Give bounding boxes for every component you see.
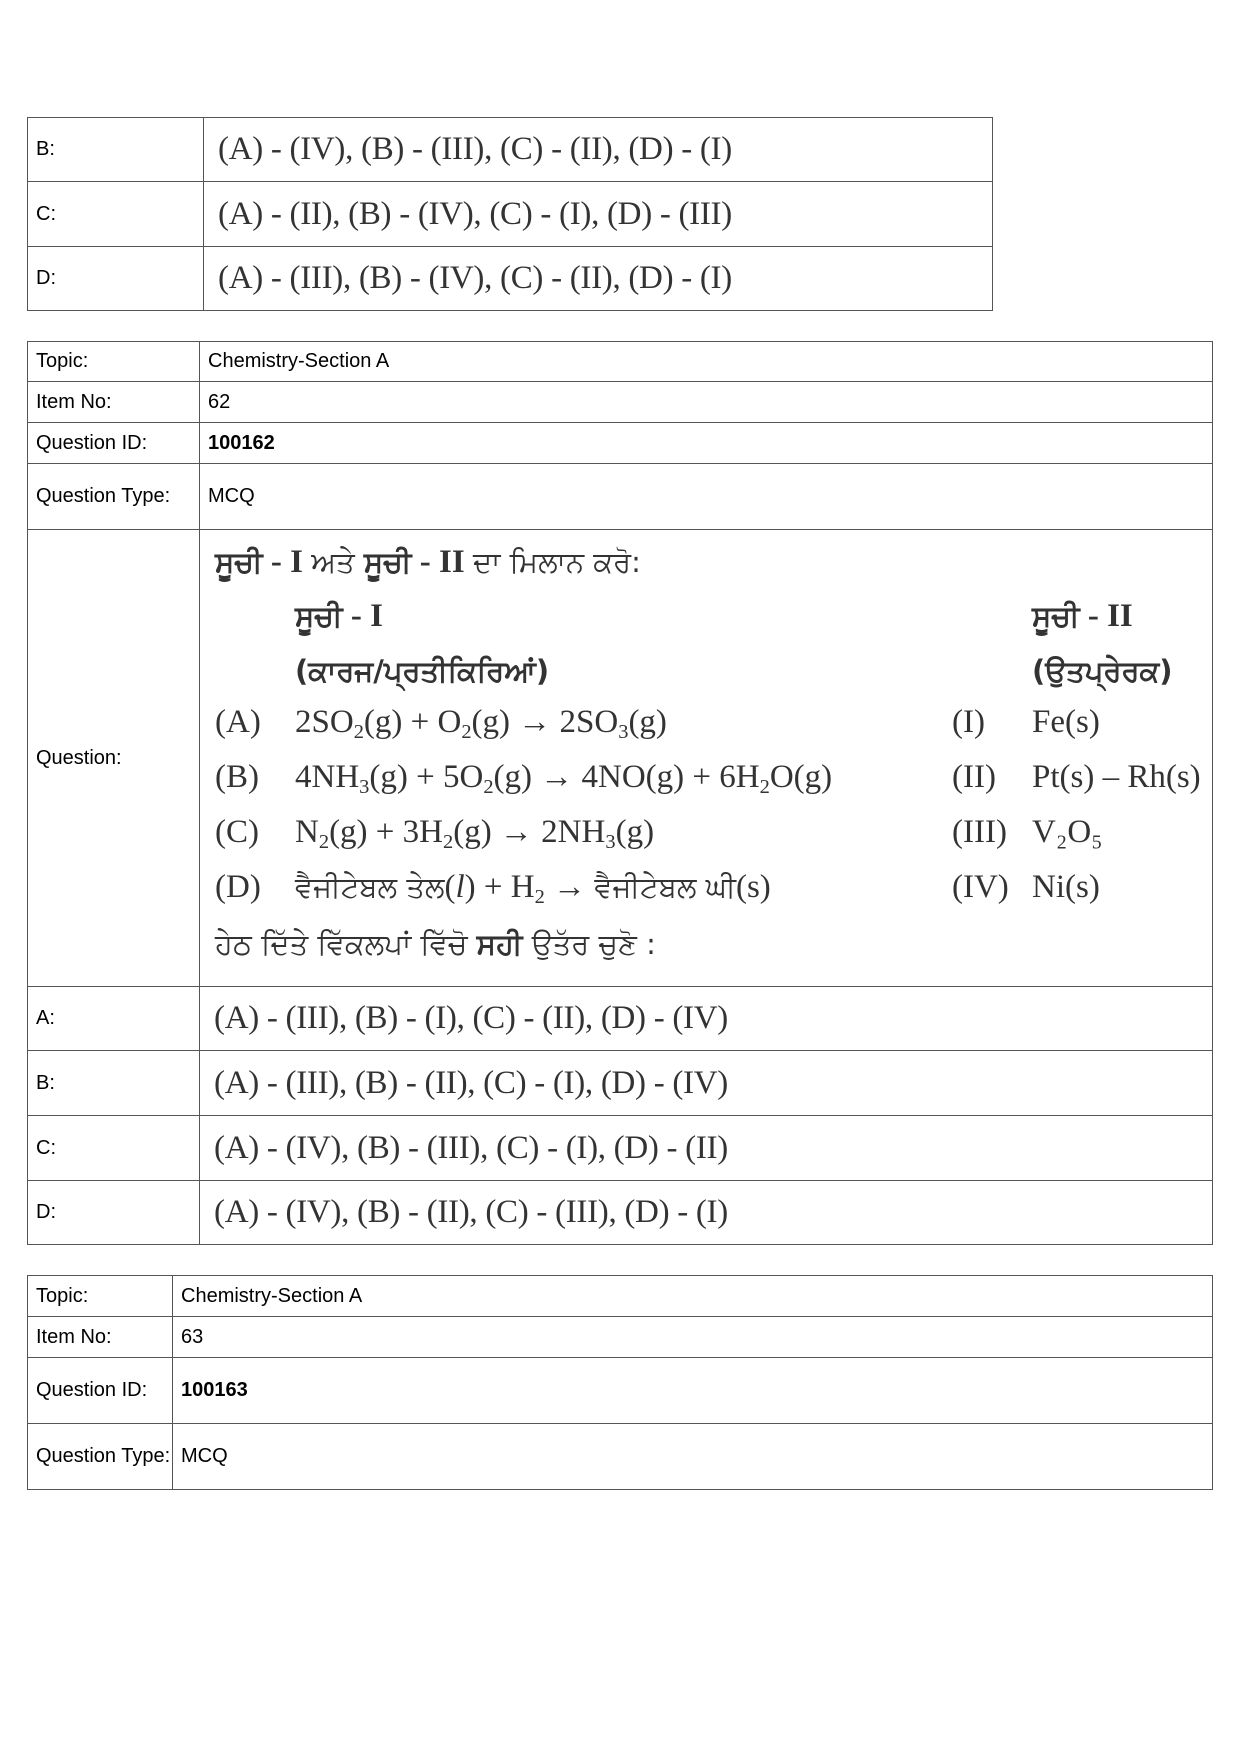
- question-intro: ਸੂਚੀ - I ਅਤੇ ਸੂਚੀ - II ਦਾ ਮਿਲਾਨ ਕਰੋ:: [215, 544, 641, 580]
- option-text: (A) - (IV), (B) - (III), (C) - (I), (D) - (II): [200, 1116, 1213, 1181]
- option-label: B:: [28, 1051, 200, 1116]
- option-label: D:: [28, 247, 204, 311]
- list-1-heading: ਸੂਚੀ - I: [295, 598, 383, 634]
- topic-label: Topic:: [28, 342, 200, 382]
- question-id-value: 100163: [173, 1358, 1213, 1424]
- option-label: C:: [28, 182, 204, 247]
- row-numeral: (IV): [952, 869, 1009, 905]
- question-type-label: Question Type:: [28, 464, 200, 530]
- option-text: (A) - (IV), (B) - (III), (C) - (II), (D) - (I): [204, 118, 993, 182]
- catalyst: V₂O₅: [1032, 814, 1103, 850]
- option-text: (A) - (III), (B) - (II), (C) - (I), (D) - (IV): [200, 1051, 1213, 1116]
- topic-value: Chemistry-Section A: [173, 1276, 1213, 1317]
- topic-label: Topic:: [28, 1276, 173, 1317]
- catalyst: Fe(s): [1032, 704, 1100, 740]
- row-numeral: (II): [952, 759, 996, 795]
- row-letter: (D): [215, 869, 261, 905]
- item-no-label: Item No:: [28, 382, 200, 423]
- question-type-value: MCQ: [200, 464, 1213, 530]
- list-1-subheading: (ਕਾਰਜ/ਪ੍ਰਤੀਕਿਰਿਆਂ): [295, 654, 550, 688]
- row-letter: (C): [215, 814, 259, 850]
- catalyst: Ni(s): [1032, 869, 1100, 905]
- topic-value: Chemistry-Section A: [200, 342, 1213, 382]
- row-numeral: (I): [952, 704, 985, 740]
- item-no-label: Item No:: [28, 1317, 173, 1358]
- reaction-a: $2SO_2(g) + O_2(g) \to 2SO_3(g)$: [295, 704, 667, 743]
- option-label: C:: [28, 1116, 200, 1181]
- option-text: (A) - (IV), (B) - (II), (C) - (III), (D) - (I): [200, 1181, 1213, 1245]
- option-text: (A) - (III), (B) - (IV), (C) - (II), (D) - (I): [204, 247, 993, 311]
- question-type-value: MCQ: [173, 1424, 1213, 1490]
- item-no-value: 62: [200, 382, 1213, 423]
- question-body: [200, 530, 1213, 987]
- reaction-c: $N_2(g) + 3H_2(g) \to 2NH_3(g)$: [295, 814, 655, 853]
- question-label: Question:: [28, 530, 200, 987]
- question-table-q62: [27, 341, 1213, 1245]
- list-2-subheading: (ਉਤਪ੍ਰੇਰਕ): [1032, 654, 1173, 688]
- question-id-value: 100162: [200, 423, 1213, 464]
- reaction-b: $4NH_3(g) + 5O_2(g) \to 4NO(g) + 6H_2O(g)$: [295, 759, 833, 798]
- reaction-d: ਵੈਜੀਟੇਬਲ ਤੇਲ(l) + $H_2$ → ਵੈਜੀਟੇਬਲ ਘੀ(s): [295, 869, 771, 908]
- option-label: A:: [28, 987, 200, 1051]
- option-text: (A) - (III), (B) - (I), (C) - (II), (D) - (IV): [200, 987, 1213, 1051]
- options-table-q61: [27, 117, 993, 311]
- option-text: (A) - (II), (B) - (IV), (C) - (I), (D) - (III): [204, 182, 993, 247]
- option-label: D:: [28, 1181, 200, 1245]
- row-letter: (B): [215, 759, 259, 795]
- question-prompt: ਹੇਠ ਦਿੱਤੇ ਵਿੱਕਲਪਾਂ ਵਿੱਚੋ ਸਹੀ ਉਤੱਰ ਚੁਣੋ :: [215, 927, 656, 961]
- list-2-heading: ਸੂਚੀ - II: [1032, 598, 1133, 634]
- row-letter: (A): [215, 704, 261, 740]
- item-no-value: 63: [173, 1317, 1213, 1358]
- option-label: B:: [28, 118, 204, 182]
- catalyst: Pt(s) – Rh(s): [1032, 759, 1201, 795]
- question-id-label: Question ID:: [28, 423, 200, 464]
- question-table-q63: [27, 1275, 1213, 1490]
- row-numeral: (III): [952, 814, 1007, 850]
- question-id-label: Question ID:: [28, 1358, 173, 1424]
- question-type-label: Question Type:: [28, 1424, 173, 1490]
